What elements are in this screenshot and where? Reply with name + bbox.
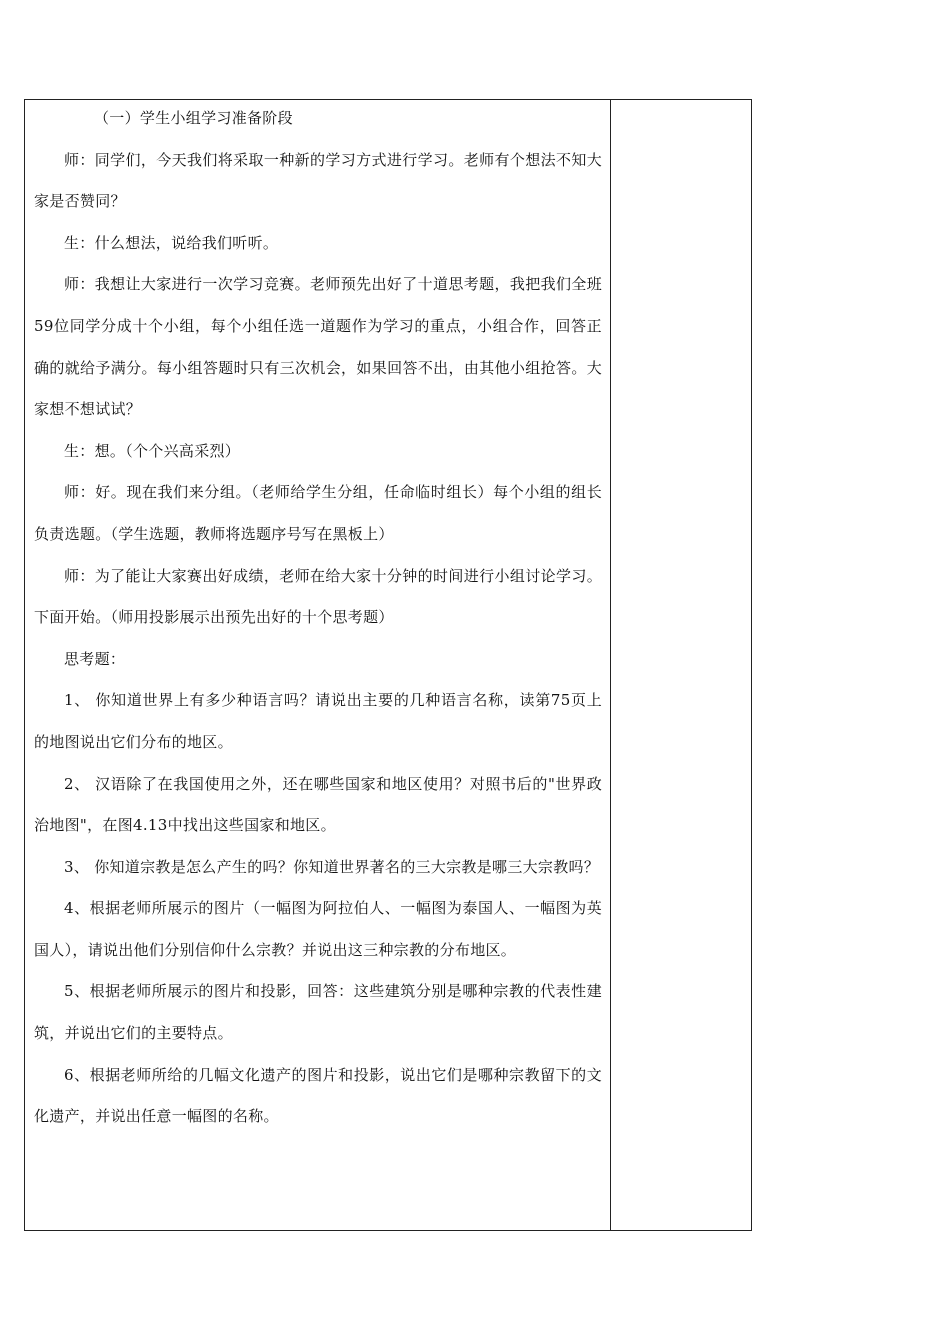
- dialogue-paragraph: 师：好。现在我们来分组。（老师给学生分组，任命临时组长）每个小组的组长负责选题。（学生选题，教师将选题序号写在黑板上）: [34, 483, 602, 543]
- question-item: 5、根据老师所展示的图片和投影，回答：这些建筑分别是哪种宗教的代表性建筑，并说出它们的主要特点。: [34, 982, 602, 1043]
- dialogue-paragraph: 师：我想让大家进行一次学习竞赛。老师预先出好了十道思考题，我把我们全班59位同学分成十个小组，每个小组任选一道题作为学习的重点，小组合作，回答正确的就给予满分。每小组答题时只有三次机会，如果回答不出，由其他小组抢答。大家想不想试试？: [34, 275, 602, 419]
- questions-heading: 思考题：: [64, 649, 126, 668]
- lesson-table: [24, 99, 752, 1231]
- question-item: 3、 你知道宗教是怎么产生的吗？你知道世界著名的三大宗教是哪三大宗教吗？: [64, 857, 600, 876]
- question-item: 2、 汉语除了在我国使用之外，还在哪些国家和地区使用？对照书后的"世界政治地图"，在图4.13中找出这些国家和地区。: [34, 774, 602, 835]
- question-item: 6、根据老师所给的几幅文化遗产的图片和投影，说出它们是哪种宗教留下的文化遗产，并说出任意一幅图的名称。: [34, 1065, 602, 1126]
- section-heading: （一）学生小组学习准备阶段: [94, 109, 293, 127]
- notes-cell: [611, 100, 751, 1230]
- dialogue-paragraph: 师：为了能让大家赛出好成绩，老师在给大家十分钟的时间进行小组讨论学习。下面开始。（师用投影展示出预先出好的十个思考题）: [34, 566, 602, 627]
- dialogue-paragraph: 师：同学们，今天我们将采取一种新的学习方式进行学习。老师有个想法不知大家是否赞同？: [34, 150, 602, 211]
- question-item: 4、根据老师所展示的图片（一幅图为阿拉伯人、一幅图为泰国人、一幅图为英国人），请说出他们分别信仰什么宗教？并说出这三种宗教的分布地区。: [34, 899, 602, 959]
- dialogue-paragraph: 生：想。（个个兴高采烈）: [64, 441, 241, 460]
- lesson-content-cell: [25, 100, 611, 1230]
- dialogue-paragraph: 生：什么想法，说给我们听听。: [64, 233, 279, 252]
- question-item: 1、 你知道世界上有多少种语言吗？请说出主要的几种语言名称，读第75页上的地图说出它们分布的地区。: [34, 691, 602, 751]
